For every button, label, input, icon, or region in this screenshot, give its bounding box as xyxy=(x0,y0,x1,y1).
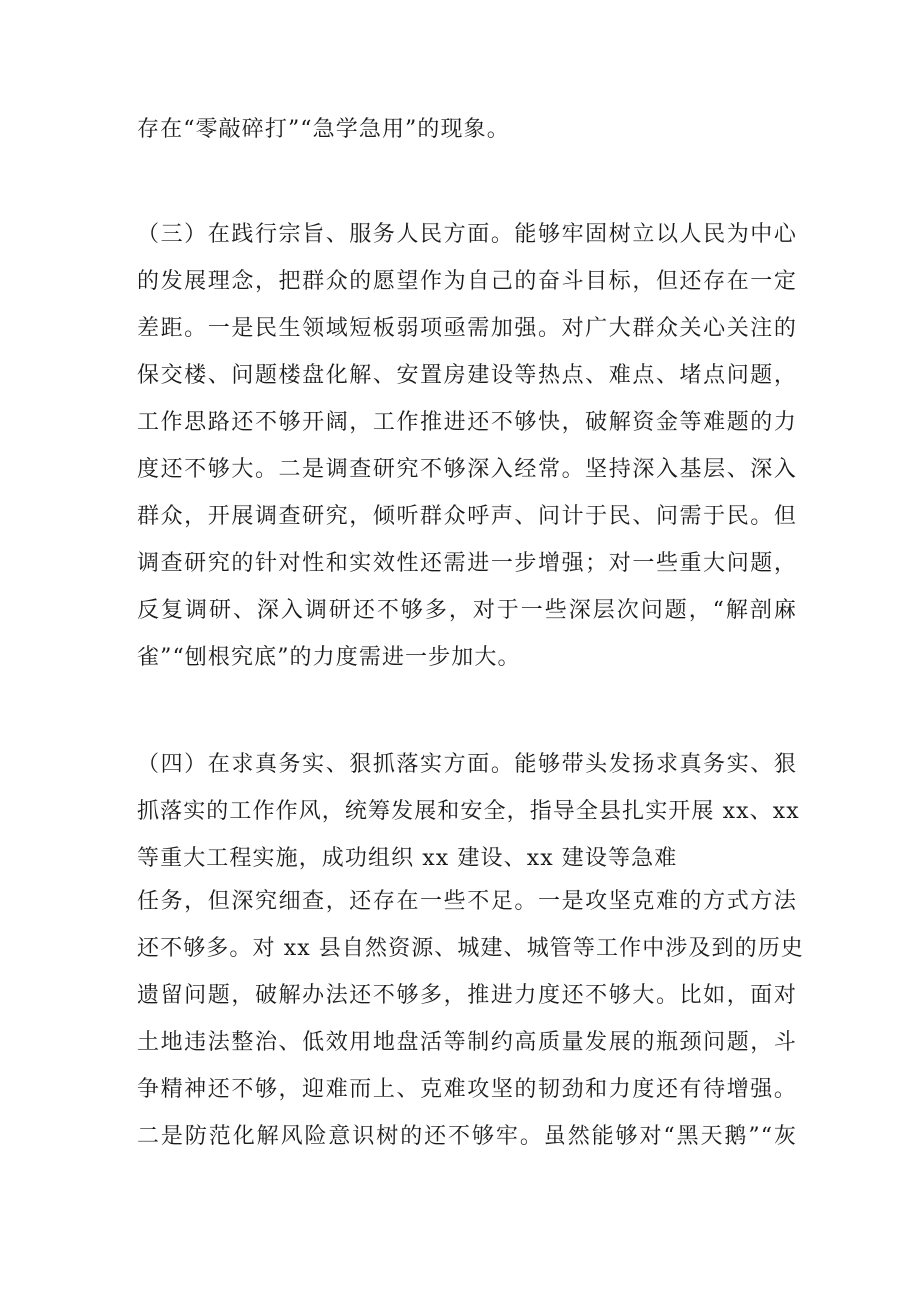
paragraph-heading-three: （三）在践行宗旨、服务人民方面。能够牢固树立以人民为中心 xyxy=(137,222,797,247)
text-line: 任务，但深究细查，还存在一些不足。一是攻坚克难的方式方法 xyxy=(137,889,797,914)
text-line: 等重大工程实施，成功组织 xx 建设、xx 建设等急难 xyxy=(137,846,678,871)
text-line: 雀”“刨根究底”的力度需进一步加大。 xyxy=(137,645,521,670)
text-line: 存在“零敲碎打”“急学急用”的现象。 xyxy=(137,117,510,142)
text-line: 保交楼、问题楼盘化解、安置房建设等热点、难点、堵点问题， xyxy=(137,363,797,388)
text-line: 争精神还不够，迎难而上、克难攻坚的韧劲和力度还有待增强。 xyxy=(137,1077,797,1102)
text-line: 二是防范化解风险意识树的还不够牢。虽然能够对“黑天鹅”“灰 xyxy=(137,1124,797,1149)
text-line: 土地违法整治、低效用地盘活等制约高质量发展的瓶颈问题，斗 xyxy=(137,1030,797,1055)
text-line: 反复调研、深入调研还不够多，对于一些深层次问题，“解剖麻 xyxy=(137,598,797,623)
paragraph-heading-four: （四）在求真务实、狠抓落实方面。能够带头发扬求真务实、狠 xyxy=(137,752,797,777)
text-line: 的发展理念，把群众的愿望作为自己的奋斗目标，但还存在一定 xyxy=(137,269,797,294)
text-line: 工作思路还不够开阔，工作推进还不够快，破解资金等难题的力 xyxy=(137,410,797,435)
text-line: 群众，开展调查研究，倾听群众呼声、问计于民、问需于民。但 xyxy=(137,504,797,529)
text-line: 度还不够大。二是调查研究不够深入经常。坚持深入基层、深入 xyxy=(137,457,797,482)
text-line: 调查研究的针对性和实效性还需进一步增强；对一些重大问题， xyxy=(137,551,797,576)
text-line: 差距。一是民生领域短板弱项亟需加强。对广大群众关心关注的 xyxy=(137,316,797,341)
text-line: 抓落实的工作作风，统筹发展和安全，指导全县扎实开展 xx、xx xyxy=(137,799,800,824)
text-line: 还不够多。对 xx 县自然资源、城建、城管等工作中涉及到的历史 xyxy=(137,936,804,961)
text-line: 遗留问题，破解办法还不够多，推进力度还不够大。比如，面对 xyxy=(137,983,797,1008)
